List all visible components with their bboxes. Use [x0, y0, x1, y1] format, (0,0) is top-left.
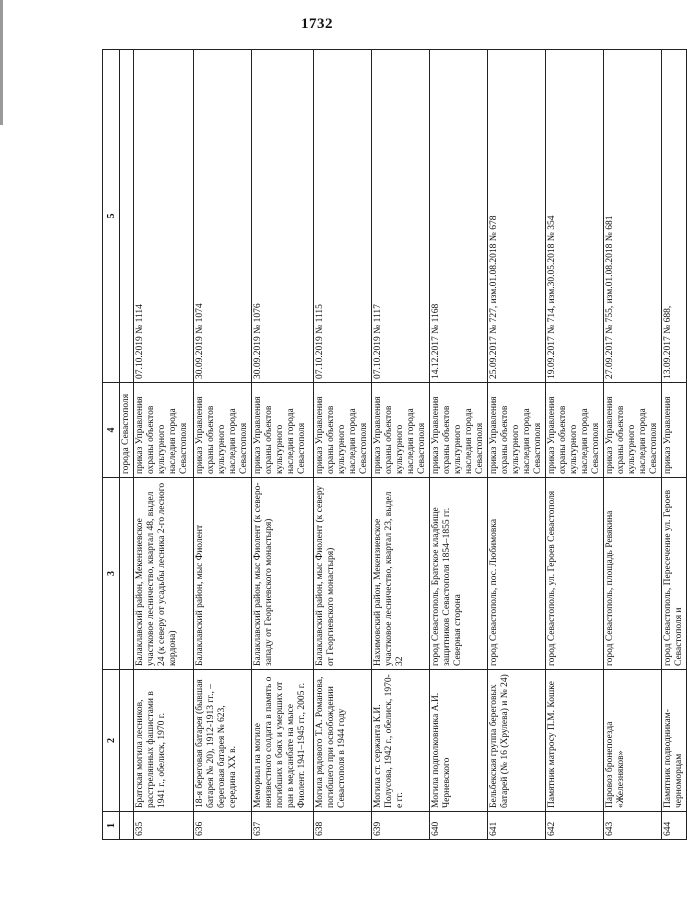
- rotated-table-container: [102, 50, 684, 840]
- monuments-table: [102, 49, 687, 840]
- row-number-cell: 643: [604, 812, 662, 840]
- header-cell: 5: [103, 50, 120, 383]
- header-cell: 4: [103, 383, 120, 478]
- object-name-cell: 18-я береговая батарея (бывшая батарея № 20), 1912-1913 гг., – береговая батарея № 623, середина XX в.: [194, 670, 252, 812]
- document-cell: приказ Управления охраны объектов культурного наследия города Севастополя: [604, 383, 662, 478]
- table-row: [372, 50, 430, 840]
- date-cell: 14.12.2017 № 1168: [430, 50, 488, 383]
- location-cell: город Севастополь, Братское кладбище защитников Севастополя 1854–1855 гг. Северная сторона: [430, 478, 488, 670]
- object-name-cell: Могила ст. сержанта К.И. Полусова, 1942 г., обелиск, 1970-е гг.: [372, 670, 430, 812]
- header-cell: 3: [103, 478, 120, 670]
- table-row: [546, 50, 604, 840]
- object-name-cell: Паровоз бронепоезда «Железняков»: [604, 670, 662, 812]
- object-name-cell: Памятник матросу П.М. Кошке: [546, 670, 604, 812]
- table-row: [604, 50, 662, 840]
- date-cell: 30.09.2019 № 1074: [194, 50, 252, 383]
- continuation-row: [120, 50, 134, 840]
- row-number-cell: 638: [314, 812, 372, 840]
- row-number-cell: 640: [430, 812, 488, 840]
- date-cell: 07.10.2019 № 1115: [314, 50, 372, 383]
- object-name-cell: Могила рядового Т.А. Романова, погибшего при освобождении Севастополя в 1944 году: [314, 670, 372, 812]
- location-cell: Нахимовский район, Мекензиевское участковое лесничество, квартал 23, выдел 32: [372, 478, 430, 670]
- date-cell: 25.09.2017 № 727, изм.01.08.2018 № 678: [488, 50, 546, 383]
- document-cell: приказ Управления охраны объектов культурного наследия города Севастополя: [194, 383, 252, 478]
- location-cell: Балаклавский район, мыс Фиолент: [194, 478, 252, 670]
- page-number: 1732: [301, 16, 333, 32]
- table-row: [314, 50, 372, 840]
- row-number-cell: 642: [546, 812, 604, 840]
- date-cell: 27.09.2017 № 755, изм.01.08.2018 № 681: [604, 50, 662, 383]
- object-name-cell: Бельбекская группа береговых батарей (№ 16 (Хрулева) и № 24): [488, 670, 546, 812]
- table-row: [430, 50, 488, 840]
- table-row: [662, 50, 687, 840]
- document-cell: приказ Управления: [662, 383, 687, 478]
- location-cell: город Севастополь, ул. Героев Севастополя: [546, 478, 604, 670]
- location-cell: город Севастополь, площадь Ревякина: [604, 478, 662, 670]
- document-cell: приказ Управления охраны объектов культурного наследия города Севастополя: [546, 383, 604, 478]
- document-cell: приказ Управления охраны объектов культурного наследия города Севастополя: [488, 383, 546, 478]
- row-number-cell: 641: [488, 812, 546, 840]
- table-header-row: [103, 50, 120, 840]
- object-name-cell: Мемориал на могиле неизвестного солдата в память о погибших в боях и умерших от ран в медсанбате на мысе Фиолент. 1941–1945 гг., 2005 г.: [252, 670, 314, 812]
- location-cell: город Севастополь, Пересечение ул. Героев Севастополя и: [662, 478, 687, 670]
- row-number-cell: 644: [662, 812, 687, 840]
- row-number-cell: 637: [252, 812, 314, 840]
- date-cell: 07.10.2019 № 1117: [372, 50, 430, 383]
- date-cell: 30.09.2019 № 1076: [252, 50, 314, 383]
- date-cell: 13.09.2017 № 688,: [662, 50, 687, 383]
- document-cell: приказ Управления охраны объектов культурного наследия города Севастополя: [314, 383, 372, 478]
- header-cell: 2: [103, 670, 120, 812]
- location-cell: город Севастополь, пос. Любимовка: [488, 478, 546, 670]
- row-number-cell: 639: [372, 812, 430, 840]
- continuation-cell: города Севастополя: [120, 383, 134, 478]
- date-cell: 19.09.2017 № 714, изм.30.05.2018 № 354: [546, 50, 604, 383]
- table-row: [134, 50, 194, 840]
- row-number-cell: 635: [134, 812, 194, 840]
- date-cell: 07.10.2019 № 1114: [134, 50, 194, 383]
- document-cell: приказ Управления охраны объектов культурного наследия города Севастополя: [430, 383, 488, 478]
- location-cell: Балаклавский район, Мекензиевское участковое лесничество, квартал 48, выдел 24 (к северу от усадьбы лесника 2-го лесного кордона): [134, 478, 194, 670]
- document-cell: приказ Управления охраны объектов культурного наследия города Севастополя: [252, 383, 314, 478]
- location-cell: Балаклавский район, мыс Фиолент (к северо-западу от Георгиевского монастыря): [252, 478, 314, 670]
- table-row: [252, 50, 314, 840]
- object-name-cell: Памятник подводникам-черноморцам: [662, 670, 687, 812]
- row-number-cell: 636: [194, 812, 252, 840]
- document-cell: приказ Управления охраны объектов культурного наследия города Севастополя: [372, 383, 430, 478]
- header-cell: 1: [103, 812, 120, 840]
- object-name-cell: Могила подполковника А.И. Черневского: [430, 670, 488, 812]
- table-row: [488, 50, 546, 840]
- object-name-cell: Братская могила лесников, расстрелянных фашистами в 1941 г., обелиск, 1970 г.: [134, 670, 194, 812]
- table-row: [194, 50, 252, 840]
- document-cell: приказ Управления охраны объектов культурного наследия города Севастополя: [134, 383, 194, 478]
- location-cell: Балаклавский район, мыс Фиолент (к северу от Георгиевского монастыря): [314, 478, 372, 670]
